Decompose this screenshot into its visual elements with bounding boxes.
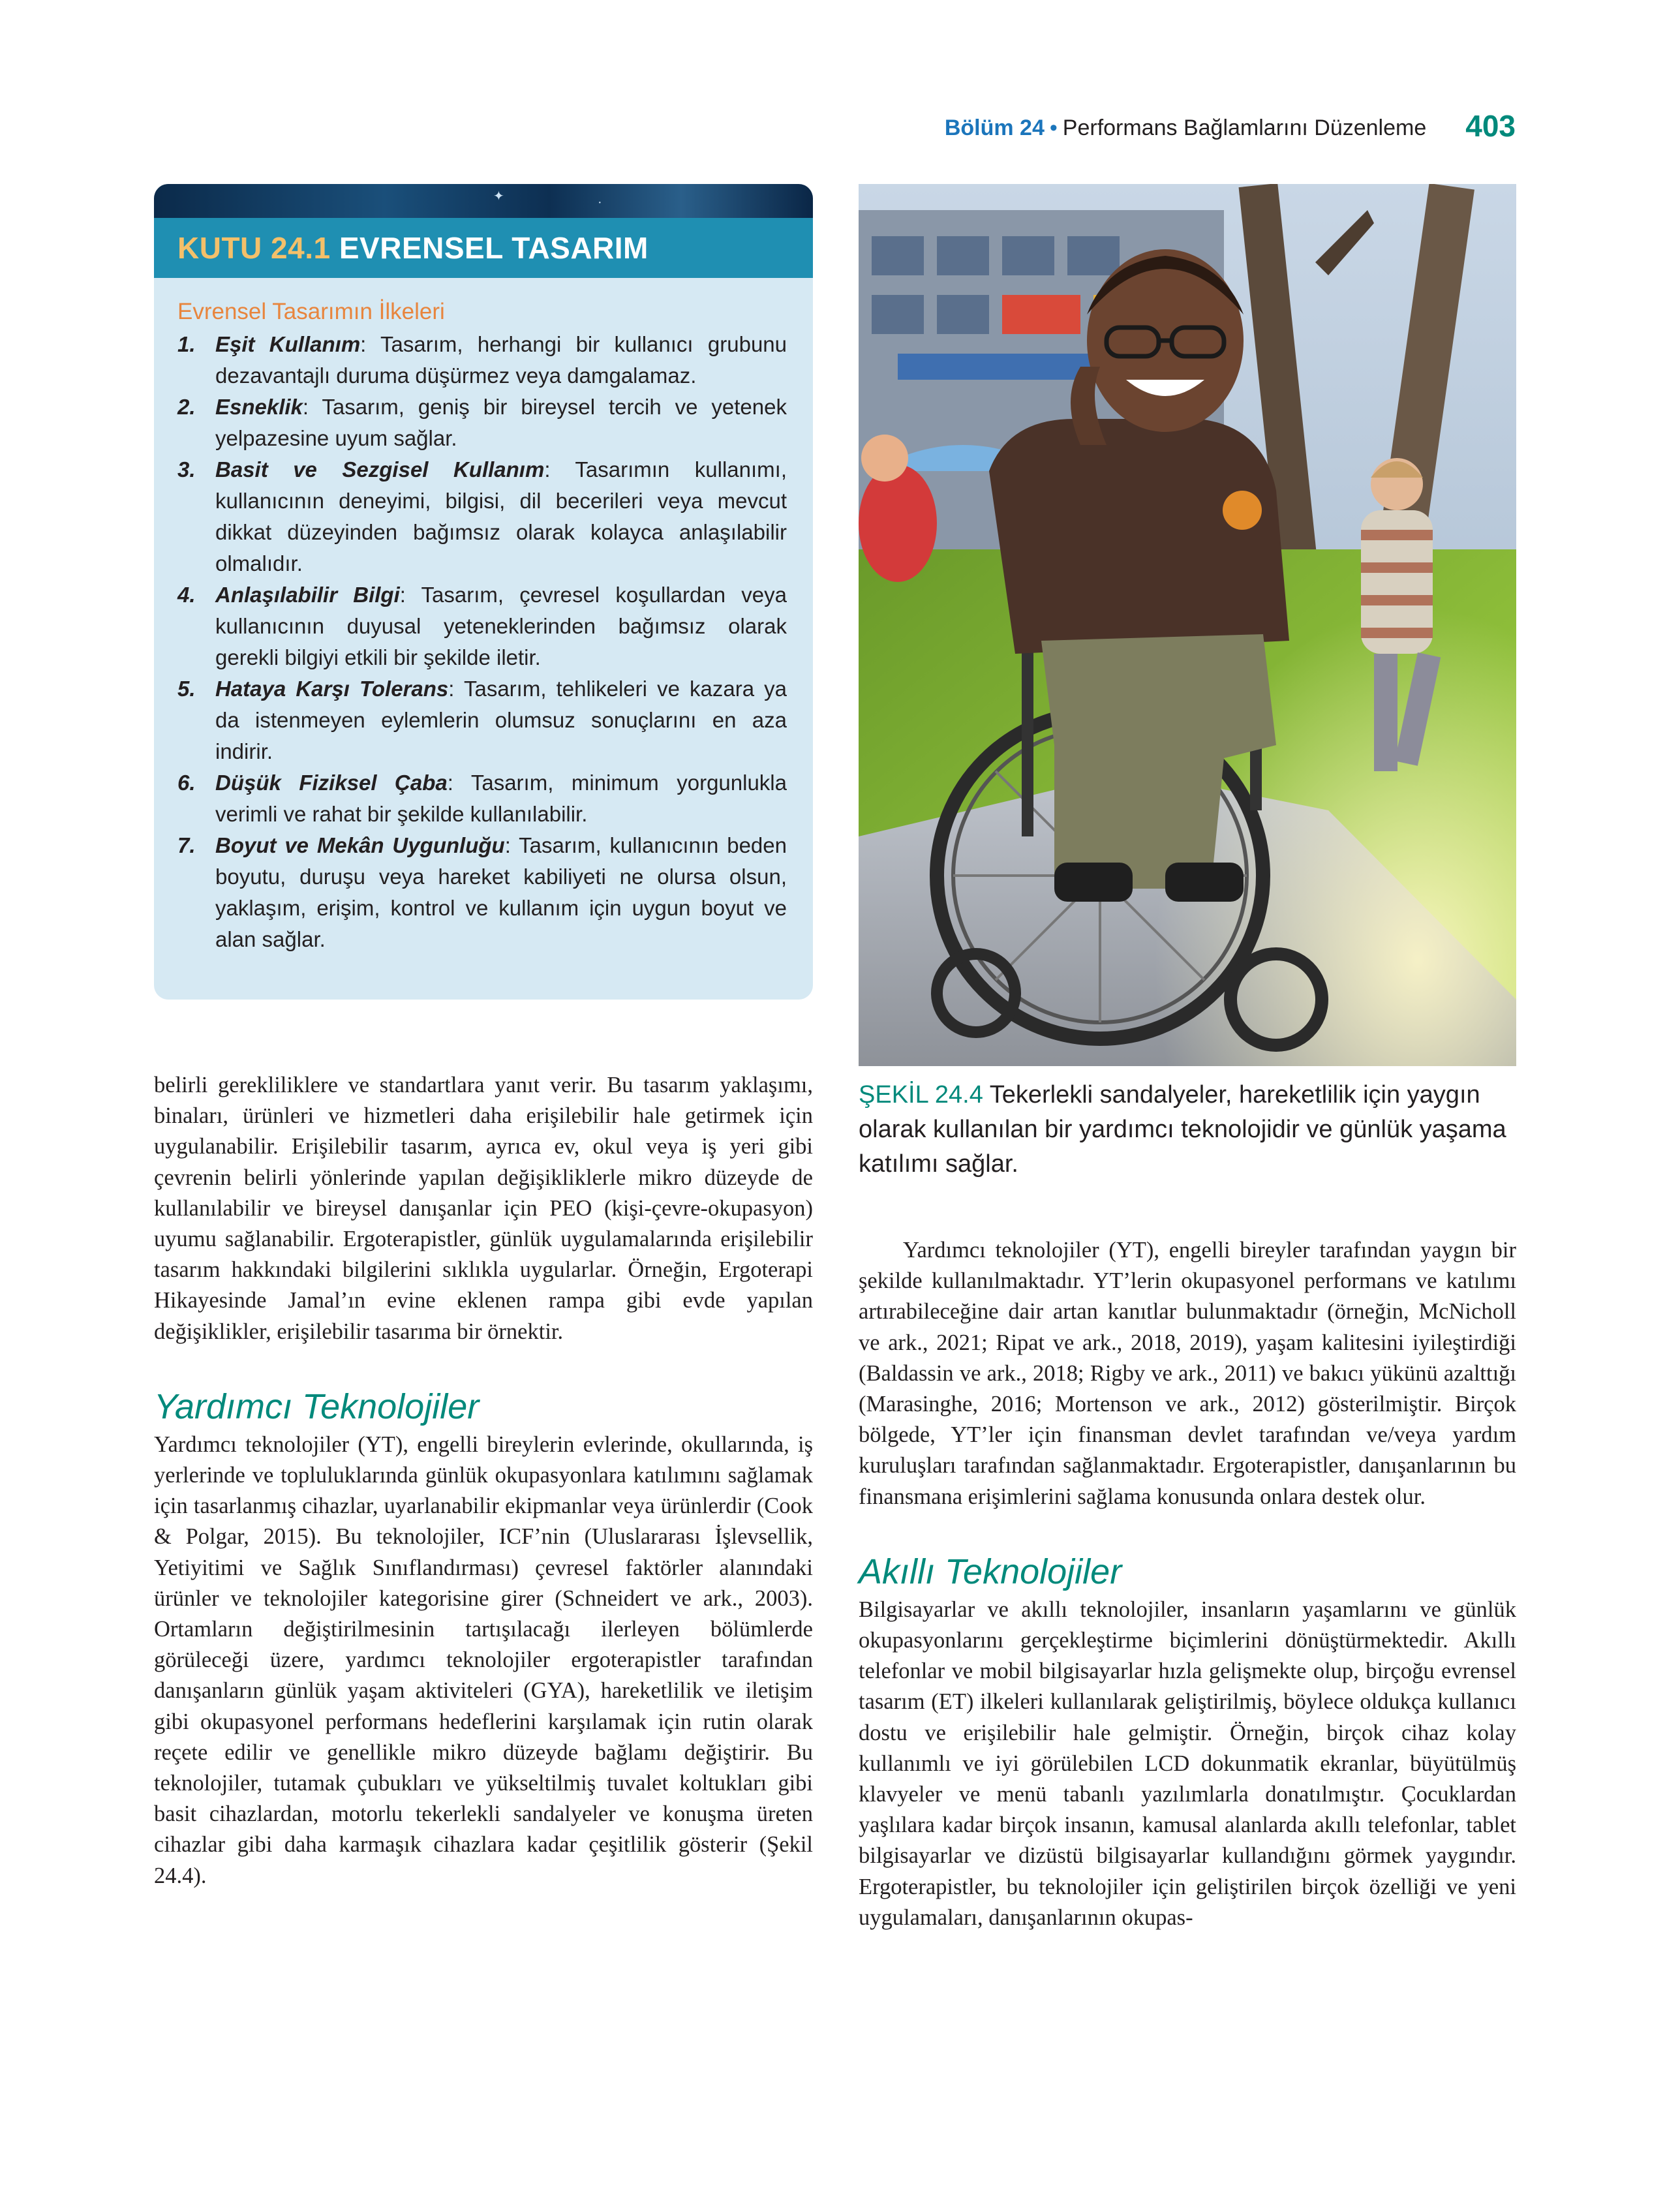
principle-description: : Tasarım, tehlikeleri ve kazara ya da istenmeyen eylemlerin olumsuz sonuçlarını en aza indirir.: [215, 677, 787, 763]
principle-text: [215, 391, 787, 454]
principle-number: 1.: [177, 332, 196, 356]
box-title: [154, 218, 813, 278]
running-header: [652, 108, 1516, 144]
photo-illustration: [859, 184, 1516, 1066]
principle-description: : Tasarım, geniş bir bireysel tercih ve yetenek yelpazesine uyum sağlar.: [215, 395, 787, 450]
paragraph: Yardımcı teknolojiler (YT), engelli bireyler tarafından yaygın bir şekilde kullanılmaktadır. YT’lerin okupasyonel performans ve katılımı artırabileceğine dair artan kanıtlar bulunmaktadır (örneğin, McNicholl ve ark., 2021; Ripat ve ark., 2018, 2019), yaşam kalitesini iyileştirdiği (Baldassin ve ark., 2018; Rigby ve ark., 2011) ve bakıcı yükünü azalttığı (Marasinghe, 2016; Mortenson ve ark., 2012) gösterilmiştir. Birçok bölgede, YT’ler için finansman devlet tarafından ve/veya yardım kuruluşları tarafından sağlanmaktadır. Ergoterapistler, danışanlarının bu finansmana erişimlerini sağlama konusunda onlara destek olur.: [859, 1238, 1516, 1509]
info-box: [154, 184, 813, 1000]
principle-item: [177, 329, 787, 391]
sparkle-icon: ✦: [493, 189, 504, 204]
principle-number: 7.: [177, 833, 196, 857]
principle-name: Eşit Kullanım: [215, 332, 361, 356]
principle-description: : Tasarım, minimum yorgunlukla verimli ve rahat bir şekilde kullanılabilir.: [215, 771, 787, 826]
principle-name: Hataya Karşı Tolerans: [215, 677, 449, 701]
principle-item: [177, 391, 787, 454]
principle-name: Düşük Fiziksel Çaba: [215, 771, 448, 795]
sparkle-icon: ·: [598, 196, 602, 210]
box-heading: EVRENSEL TASARIM: [339, 231, 649, 265]
principle-number: 5.: [177, 677, 196, 701]
principle-name: Basit ve Sezgisel Kullanım: [215, 457, 545, 482]
principle-name: Boyut ve Mekân Uygunluğu: [215, 833, 505, 857]
principle-number: 3.: [177, 457, 196, 482]
box-decorative-band: [154, 184, 813, 218]
left-column: [154, 1070, 813, 1891]
principle-item: [177, 579, 787, 673]
bullet-separator: •: [1049, 115, 1058, 140]
principle-description: : Tasarım, kullanıcının beden boyutu, duruşu veya hareket kabiliyeti ne olursa olsun, yaklaşım, erişim, kontrol ve kullanım için uygun boyut ve alan sağlar.: [215, 833, 787, 951]
principle-text: [215, 454, 787, 579]
principle-description: : Tasarım, herhangi bir kullanıcı grubunu dezavantajlı duruma düşürmez veya damgalamaz.: [215, 332, 787, 388]
paragraph: Bilgisayarlar ve akıllı teknolojiler, insanların yaşamlarını ve günlük okupasyonlarını gerçekleştirme biçimlerini dönüştürmektedir. Akıllı telefonlar ve mobil bilgisayarlar hızla gelişmekte olup, birçoğu evrensel tasarım (ET) ilkeleri kullanılarak geliştirilmiş, böylece oldukça kullanıcı dostu ve erişilebilir hale gelmiştir. Örneğin, birçok cihaz kolay kullanımlı ve iyi görülebilen LCD dokunmatik ekranlar, büyütülmüş klavyeler ve menü tabanlı yazılımlarla donatılmıştır. Çocuklardan yaşlılara kadar birçok insanın, kamusal alanlarda akıllı telefonlar, tablet bilgisayarlar ve dizüstü bilgisayarlar kullandığını görmek yaygındır. Ergoterapistler, bu teknolojiler için geliştirilen birçok özelliği ve yeni uygulamaları, danışanlarının okupas-: [859, 1597, 1516, 1930]
principle-description: : Tasarım, çevresel koşullardan veya kullanıcının duyusal yeteneklerinden bağımsız olarak gerekli bilgiyi etkili bir şekilde iletir.: [215, 583, 787, 669]
box-subtitle: Evrensel Tasarımın İlkeleri: [177, 299, 445, 324]
paragraph: belirli gerekliliklere ve standartlara yanıt verir. Bu tasarım yaklaşımı, binaları, ürünleri ve hizmetleri daha erişilebilir hale getirmek için uygulanabilir. Erişilebilir tasarım, ayrıca ev, okul veya iş yeri gibi çevrenin belirli yönlerinde yapılan değişikliklerle mikro düzeyde de kullanılabilir ve bireysel danışanlar için PEO (kişi-çevre-okupasyon) uyumu sağlanabilir. Ergoterapistler, günlük uygulamalarında erişilebilir tasarım hakkındaki bilgilerini sıklıkla uygularlar. Örneğin, Ergoterapi Hikayesinde Jamal’ın evine eklenen rampa gibi evde yapılan değişiklikler, erişilebilir tasarıma bir örnektir.: [154, 1073, 813, 1344]
principle-number: 2.: [177, 395, 196, 419]
box-label: KUTU 24.1: [177, 231, 331, 265]
box-body: [177, 296, 787, 955]
principle-text: [215, 329, 787, 391]
principle-item: [177, 830, 787, 955]
principle-name: Anlaşılabilir Bilgi: [215, 583, 400, 607]
figure-caption-text: Tekerlekli sandalyeler, hareketlilik için yaygın olarak kullanılan bir yardımcı teknolojidir ve günlük yaşama katılımı sağlar.: [859, 1081, 1506, 1178]
principle-item: [177, 454, 787, 579]
section-heading: Akıllı Teknolojiler: [859, 1552, 1122, 1591]
principle-text: [215, 830, 787, 955]
page-number: 403: [1465, 109, 1516, 143]
principle-item: [177, 767, 787, 830]
chapter-title: Performans Bağlamlarını Düzenleme: [1062, 115, 1427, 140]
principle-name: Esneklik: [215, 395, 303, 419]
section-heading: Yardımcı Teknolojiler: [154, 1386, 480, 1426]
chapter-label: Bölüm 24: [944, 115, 1045, 140]
figure-caption: [859, 1078, 1516, 1182]
figure-label: ŞEKİL 24.4: [859, 1081, 983, 1109]
paragraph: Yardımcı teknolojiler (YT), engelli bireylerin evlerinde, okullarında, iş yerlerinde ve topluluklarında günlük okupasyonlara katılımını sağlamak için tasarlanmış cihazlar, uyarlanabilir ekipmanlar veya ürünlerdir (Cook & Polgar, 2015). Bu teknolojiler, ICF’nin (Uluslararası İşlevsellik, Yetiyitimi ve Sağlık Sınıflandırması) çevresel faktörler alanındaki ürünler ve teknolojiler kategorisine girer (Schneidert ve ark., 2003). Ortamların değiştirilmesinin tartışılacağı ilerleyen bölümlerde görüleceği üzere, yardımcı teknolojiler ergoterapistler tarafından danışanların günlük yaşam aktiviteleri (GYA), hareketlilik ve iletişim gibi okupasyonel performans hedeflerini karşılamak için rutin olarak reçete edilir ve genellikle mikro düzeyde bağlamı değiştirir. Bu teknolojiler, tutamak çubukları ve yükseltilmiş tuvalet koltukları gibi basit cihazlardan, motorlu tekerlekli sandalyeler ve konuşma üreten cihazlar gibi daha karmaşık cihazlara kadar çeşitlilik gösterir (Şekil 24.4).: [154, 1431, 813, 1888]
principle-description: : Tasarımın kullanımı, kullanıcının deneyimi, bilgisi, dil becerileri veya mevcut dikkat düzeyinden bağımsız olarak kolayca anlaşılabilir olmalıdır.: [215, 457, 787, 575]
wheelchair-photo: [859, 184, 1516, 1066]
right-column: [859, 1235, 1516, 1933]
principle-text: [215, 579, 787, 673]
principle-text: [215, 673, 787, 767]
principle-item: [177, 673, 787, 767]
principle-number: 4.: [177, 583, 196, 607]
principle-text: [215, 767, 787, 830]
principle-number: 6.: [177, 771, 196, 795]
